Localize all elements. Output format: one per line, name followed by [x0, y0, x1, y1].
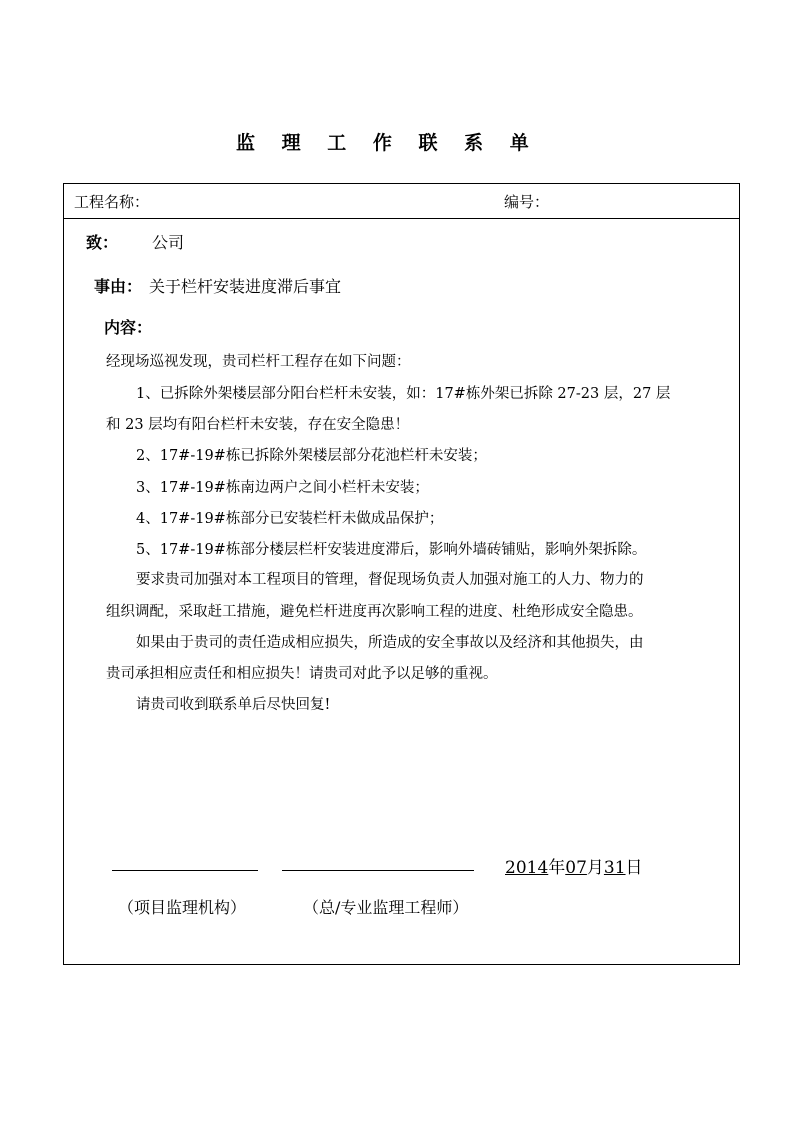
date — [505, 853, 643, 878]
sign-engineer-label: （总/专业监理工程师） — [303, 898, 469, 917]
body-line: 2、17#-19#栋已拆除外架楼层部分花池栏杆未安装； — [136, 448, 487, 464]
body-line: 请贵司收到联系单后尽快回复! — [136, 697, 331, 713]
body-line: 组织调配，采取赶工措施，避免栏杆进度再次影响工程的进度、杜绝形成安全隐患。 — [106, 604, 643, 620]
to-value: 公司 — [152, 233, 185, 252]
body-line: 5、17#-19#栋部分楼层栏杆安装进度滞后，影响外墙砖铺贴，影响外架拆除。 — [136, 542, 647, 558]
document-title: 监 理 工 作 联 系 单 — [236, 132, 539, 154]
contact-form — [63, 183, 740, 965]
subject-value: 关于栏杆安装进度滞后事宜 — [149, 277, 342, 296]
project-name-label: 工程名称： — [74, 193, 150, 211]
body-line: 经现场巡视发现，贵司栏杆工程存在如下问题： — [106, 354, 411, 370]
body-line: 要求贵司加强对本工程项目的管理，督促现场负责人加强对施工的人力、物力的 — [136, 572, 644, 588]
date-year-unit: 年 — [548, 858, 566, 878]
body-line: 贵司承担相应责任和相应损失！请贵司对此予以足够的重视。 — [106, 666, 498, 682]
org-signature-line — [112, 870, 258, 871]
sign-org-label: （项目监理机构） — [118, 898, 247, 917]
content-label: 内容： — [104, 318, 153, 337]
date-year: 2014 — [505, 858, 549, 878]
engineer-signature-line — [282, 870, 474, 871]
date-day-unit: 日 — [625, 858, 643, 878]
date-month: 07 — [565, 858, 587, 878]
header-row — [64, 184, 739, 219]
date-month-unit: 月 — [586, 858, 604, 878]
body-line: 3、17#-19#栋南边两户之间小栏杆未安装； — [136, 480, 429, 496]
number-label: 编号： — [504, 193, 550, 211]
body-line: 4、17#-19#栋部分已安装栏杆未做成品保护； — [136, 511, 444, 527]
to-label: 致： — [86, 233, 119, 252]
body-line: 1、已拆除外架楼层部分阳台栏杆未安装，如：17#栋外架已拆除 27-23 层，27 层 — [136, 386, 671, 402]
subject-label: 事由： — [94, 277, 143, 296]
body-line: 和 23 层均有阳台栏杆未安装，存在安全隐患！ — [106, 417, 410, 433]
date-day: 31 — [603, 858, 626, 878]
body-line: 如果由于贵司的责任造成相应损失，所造成的安全事故以及经济和其他损失，由 — [136, 635, 644, 651]
